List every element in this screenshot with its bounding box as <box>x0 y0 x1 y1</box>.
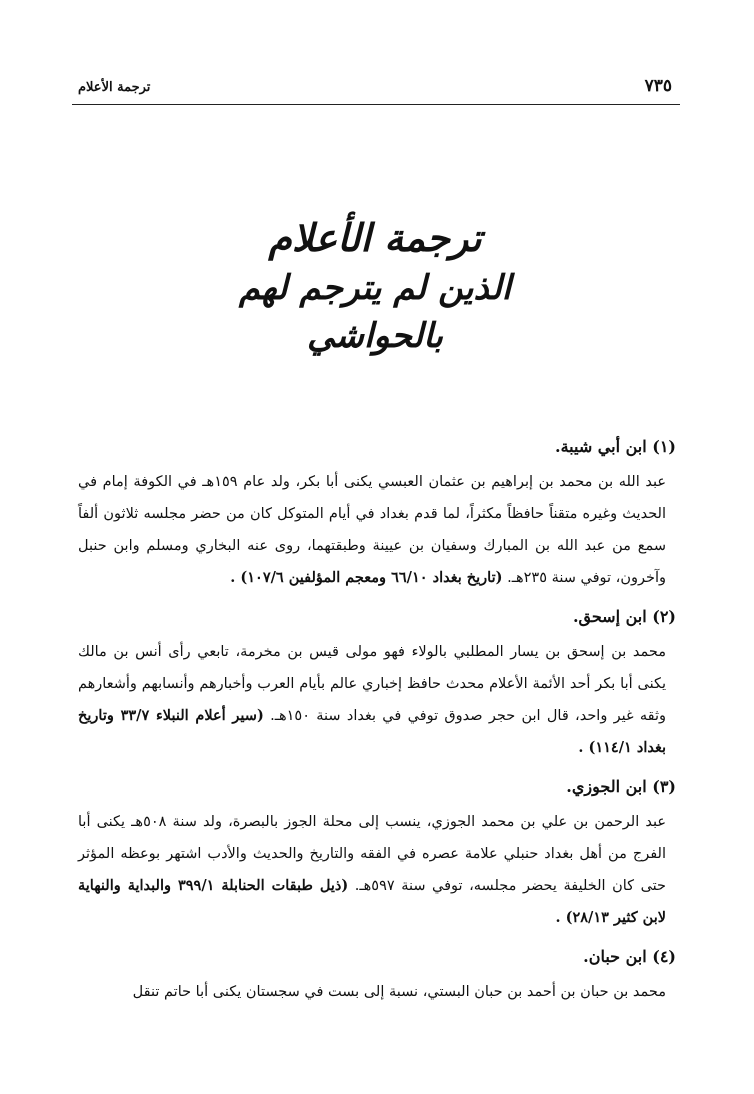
entry <box>78 430 676 594</box>
entry-heading: (٣) ابن الجوزي. <box>566 777 676 796</box>
entry-heading: (٢) ابن إسحق. <box>572 607 676 626</box>
section-title <box>180 212 570 360</box>
entry <box>78 940 676 1008</box>
entry-reference: (تاريخ بغداد ٦٦/١٠ ومعجم المؤلفين ١٠٧/٦) . <box>230 569 503 586</box>
entry-heading: (١) ابن أبي شيبة. <box>555 437 676 456</box>
entry <box>78 770 676 934</box>
page-number: ٧٣٥ <box>644 76 672 96</box>
entries-list <box>78 430 676 1014</box>
entry-text: محمد بن إسحق بن يسار المطلبي بالولاء فهو مولى قيس بن مخرمة، تابعي رأى أنس بن مالك يكنى أبا بكر أحد الأئمة الأعلام محدث حافظ إخباري عالم بأيام العرب وأخبارهم وأنسابهم وأشعارهم وثقه غير واحد، قال ابن حجر صدوق توفي في بغداد سنة ١٥٠هـ. <box>78 644 667 724</box>
entry-body <box>78 636 676 764</box>
entry-text: محمد بن حبان بن أحمد بن حبان البستي، نسبة إلى بست في سجستان يكنى أبا حاتم تنقل <box>132 984 666 1000</box>
page-header <box>72 70 680 105</box>
entry-body <box>78 466 676 594</box>
entry-reference: (ذيل طبقات الحنابلة ٣٩٩/١ والبداية والنهاية لابن كثير ٢٨/١٣) . <box>78 877 666 926</box>
entry-body <box>78 806 676 934</box>
entry-body <box>78 976 676 1008</box>
entry-text: عبد الرحمن بن علي بن محمد الجوزي، ينسب إلى محلة الجوز بالبصرة، ولد سنة ٥٠٨هـ يكنى أبا الفرج من أهل بغداد حنبلي علامة عصره في الفقه والتاريخ والحديث والأدب اشتهر بوعظه المؤثر حتى كان الخليفة يحضر مجلسه، توفي سنة ٥٩٧هـ. <box>78 814 667 894</box>
section-title-line1: ترجمة الأعلام <box>268 215 482 260</box>
entry <box>78 600 676 764</box>
entry-heading: (٤) ابن حبان. <box>583 947 676 966</box>
running-title: ترجمة الأعلام <box>78 80 151 95</box>
entry-text: عبد الله بن محمد بن إبراهيم بن عثمان العبسي يكنى أبا بكر، ولد عام ١٥٩هـ في الكوفة إمام في الحديث وغيره متقناً حافظاً مكثراً، لما قدم بغداد في أيام المتوكل كان من حضر مجلسه ثلاثون ألفاً سمع من عبد الله بن المبارك وسفيان بن عيينة وطبقتهما، روى عنه البخاري ومسلم وابن حنبل وآخرون، توفي سنة ٢٣٥هـ. <box>78 474 666 586</box>
section-title-line2: الذين لم يترجم لهم بالحواشي <box>238 268 512 356</box>
entry-reference: (سير أعلام النبلاء ٣٣/٧ وتاريخ بغداد ١١٤/١) . <box>78 707 666 756</box>
